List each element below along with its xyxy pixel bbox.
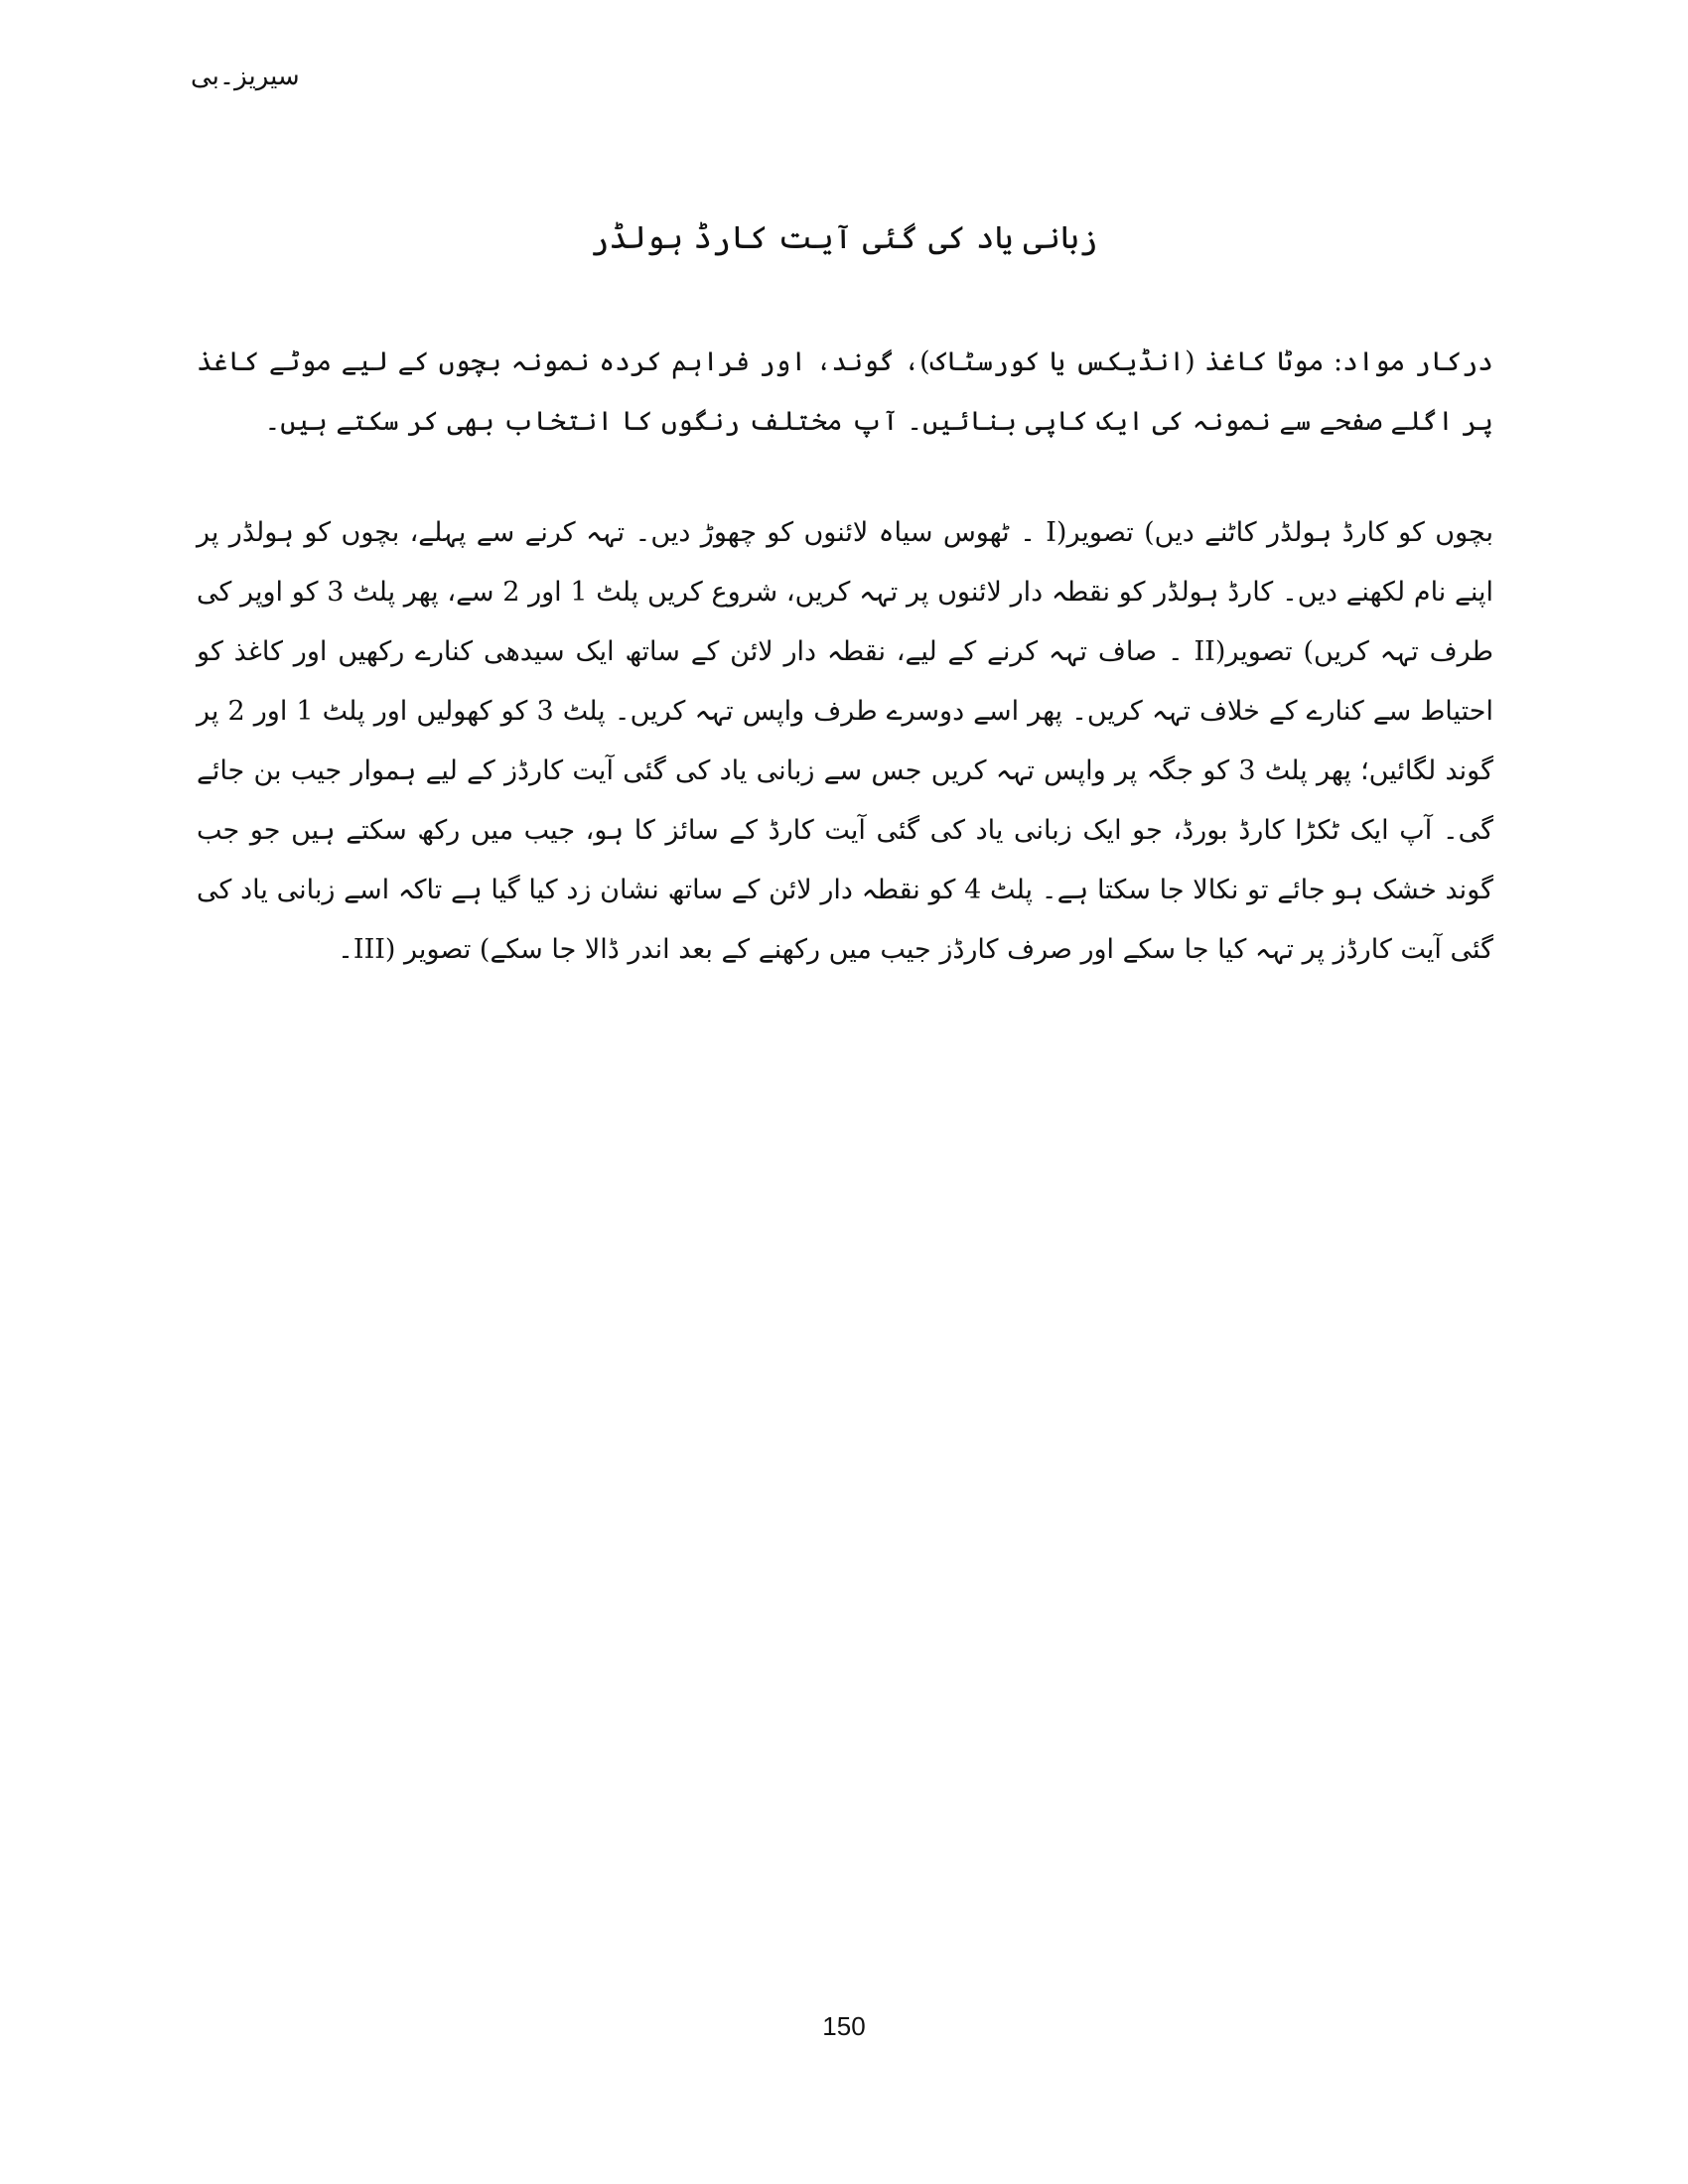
document-title: زبانی یاد کی گئی آیت کارڈ ہولڈر <box>590 218 1098 256</box>
materials-paragraph: درکار مواد: موٹا کاغذ (انڈیکس یا کورسٹاک)، گوند، اور فراہم کردہ نمونہ بچوں کے لیے موٹے کاغذ پر اگلے صفحے سے نمونہ کی ایک کاپی بنائیں۔ آپ مختلف رنگوں کا انتخاب بھی کر سکتے ہیں۔ <box>197 346 1493 437</box>
series-label: سیریز۔بی <box>191 62 300 91</box>
page-number: 150 <box>822 2011 866 2041</box>
instructions-paragraph: بچوں کو کارڈ ہولڈر کاٹنے دیں) تصویر(I ۔ ٹھوس سیاہ لائنوں کو چھوڑ دیں۔ تہہ کرنے سے پہلے، بچوں کو ہولڈر پر اپنے نام لکھنے دیں۔ کارڈ ہولڈر کو نقطہ دار لائنوں پر تہہ کریں، شروع کریں پلٹ 1 اور 2 سے، پھر پلٹ 3 کو اوپر کی طرف تہہ کریں) تصویر(II ۔ صاف تہہ کرنے کے لیے، نقطہ دار لائن کے ساتھ ایک سیدھی کنارے رکھیں اور کاغذ کو احتیاط سے کنارے کے خلاف تہہ کریں۔ پھر اسے دوسرے طرف واپس تہہ کریں۔ پلٹ 3 کو کھولیں اور پلٹ 1 اور 2 پر گوند لگائیں؛ پھر پلٹ 3 کو جگہ پر واپس تہہ کریں جس سے زبانی یاد کی گئی آیت کارڈز کے لیے ہموار جیب بن جائے گی۔ آپ ایک ٹکڑا کارڈ بورڈ، جو ایک زبانی یاد کی گئی آیت کارڈ کے سائز کا ہو، جیب میں رکھ سکتے ہیں جو جب گوند خشک ہو جائے تو نکالا جا سکتا ہے۔ پلٹ 4 کو نقطہ دار لائن کے ساتھ نشان زد کیا گیا ہے تاکہ اسے زبانی یاد کی گئی آیت کارڈز پر تہہ کیا جا سکے اور صرف کارڈز جیب میں رکھنے کے بعد اندر ڈالا جا سکے) تصویر (III۔ <box>197 517 1494 965</box>
